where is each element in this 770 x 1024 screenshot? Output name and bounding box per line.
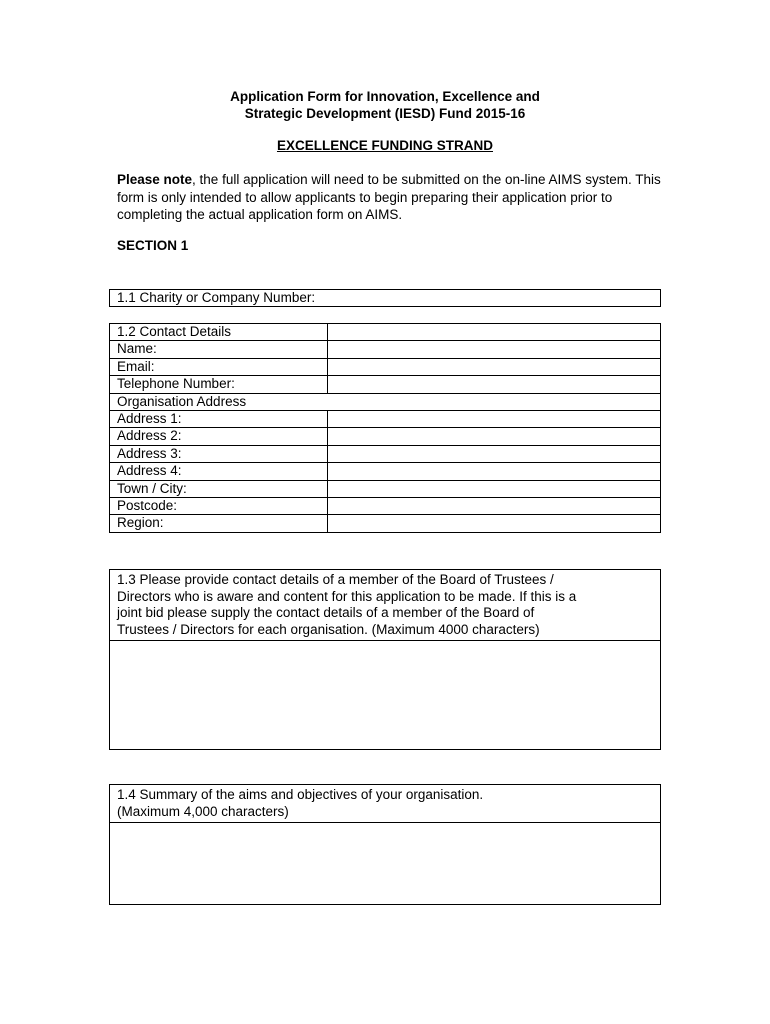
address-1-field[interactable] (328, 410, 661, 427)
board-contact-answer-area[interactable] (110, 641, 660, 751)
contact-details-table (109, 323, 661, 533)
board-contact-question-line-1: 1.3 Please provide contact details of a member of the Board of Trustees / (117, 572, 554, 587)
address-4-label: Address 4: (110, 463, 328, 480)
region-field[interactable] (328, 515, 661, 532)
aims-objectives-answer-area[interactable] (110, 823, 660, 907)
funding-strand-heading: EXCELLENCE FUNDING STRAND (276, 138, 493, 153)
charity-number-label: 1.1 Charity or Company Number: (117, 290, 316, 305)
aims-objectives-question (110, 785, 660, 823)
name-field[interactable] (328, 341, 661, 358)
charity-number-field[interactable] (110, 290, 661, 307)
town-city-label: Town / City: (110, 480, 328, 497)
contact-details-header-cell (328, 324, 661, 341)
address-2-label: Address 2: (110, 428, 328, 445)
email-field[interactable] (328, 358, 661, 375)
form-title-line-2: Strategic Development (IESD) Fund 2015-16 (244, 106, 526, 121)
telephone-label: Telephone Number: (110, 376, 328, 393)
board-contact-question (110, 570, 660, 641)
contact-details-heading: 1.2 Contact Details (110, 324, 328, 341)
address-1-label: Address 1: (110, 410, 328, 427)
please-note-paragraph (117, 171, 662, 224)
postcode-field[interactable] (328, 497, 661, 514)
postcode-label: Postcode: (110, 497, 328, 514)
section-title: SECTION 1 (117, 238, 189, 253)
email-label: Email: (110, 358, 328, 375)
address-3-label: Address 3: (110, 445, 328, 462)
aims-objectives-question-line-1: 1.4 Summary of the aims and objectives of your organisation. (117, 787, 484, 802)
organisation-address-heading: Organisation Address (110, 393, 661, 410)
board-contact-question-box (109, 569, 661, 750)
board-contact-question-line-3: joint bid please supply the contact details of a member of the Board of (117, 605, 535, 620)
please-note-text: , the full application will need to be submitted on the on-line AIMS system. This form is only intended to allow applicants to begin preparing their application prior to completing the actual application form on AIMS. (117, 172, 661, 222)
name-label: Name: (110, 341, 328, 358)
address-2-field[interactable] (328, 428, 661, 445)
form-title-line-1: Application Form for Innovation, Excellence and (230, 89, 540, 104)
town-city-field[interactable] (328, 480, 661, 497)
charity-number-table (109, 289, 661, 307)
region-label: Region: (110, 515, 328, 532)
address-4-field[interactable] (328, 463, 661, 480)
board-contact-question-line-2: Directors who is aware and content for this application to be made. If this is a (117, 588, 577, 604)
please-note-label: Please note (117, 172, 193, 187)
aims-objectives-question-box (109, 784, 661, 905)
telephone-field[interactable] (328, 376, 661, 393)
aims-objectives-question-line-2: (Maximum 4,000 characters) (117, 803, 289, 819)
board-contact-question-line-4: Trustees / Directors for each organisation. (Maximum 4000 characters) (117, 621, 540, 637)
address-3-field[interactable] (328, 445, 661, 462)
